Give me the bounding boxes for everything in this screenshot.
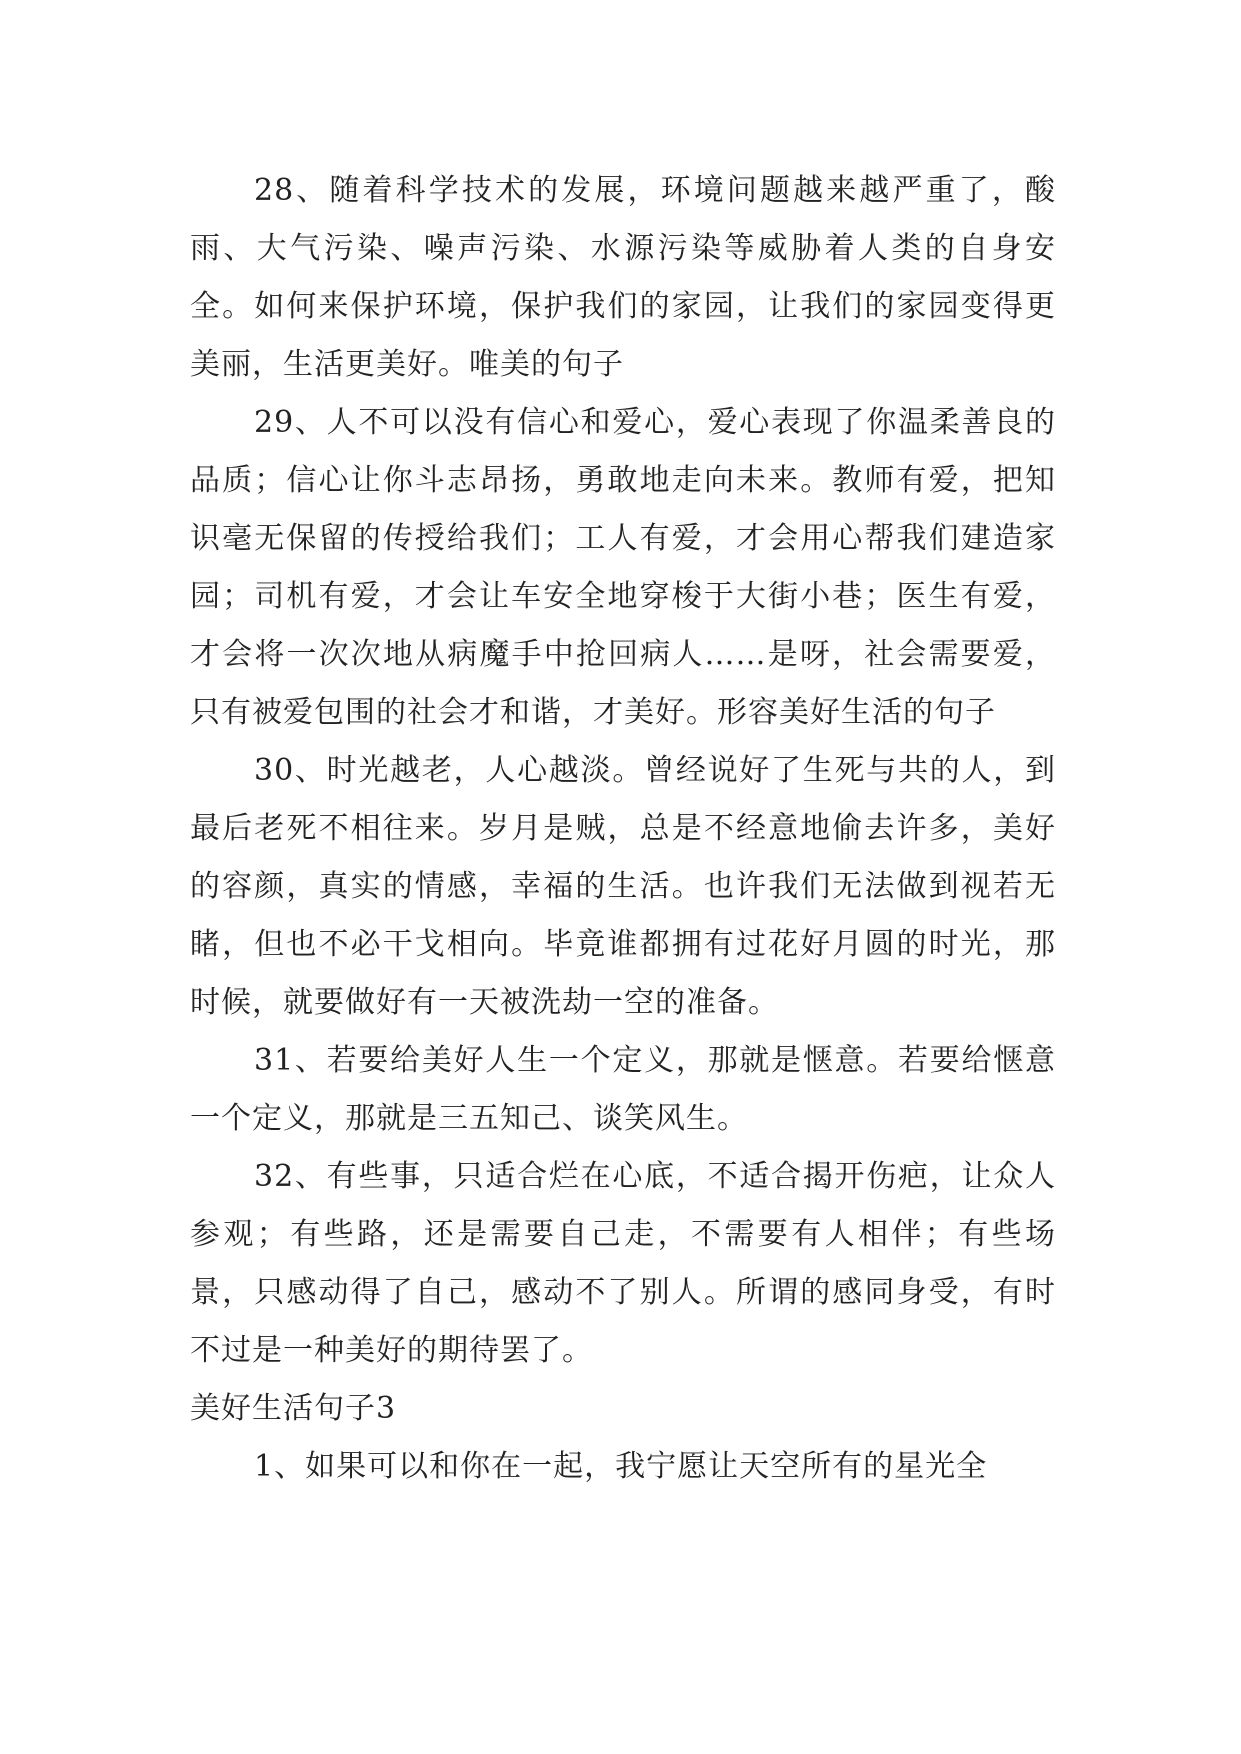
paragraph-29: 29、人不可以没有信心和爱心，爱心表现了你温柔善良的品质；信心让你斗志昂扬，勇敢地走向未来。教师有爱，把知识毫无保留的传授给我们；工人有爱，才会用心帮我们建造家园；司机有爱，才会让车安全地穿梭于大街小巷；医生有爱，才会将一次次地从病魔手中抢回病人……是呀，社会需要爱，只有被爱包围的社会才和谐，才美好。形容美好生活的句子 [190, 405, 1056, 730]
paragraph-1: 1、如果可以和你在一起，我宁愿让天空所有的星光全 [254, 1449, 988, 1484]
section-heading: 美好生活句子3 [190, 1391, 397, 1426]
paragraph-30: 30、时光越老，人心越淡。曾经说好了生死与共的人，到最后老死不相往来。岁月是贼，总是不经意地偷去许多，美好的容颜，真实的情感，幸福的生活。也许我们无法做到视若无睹，但也不必干戈相向。毕竟谁都拥有过花好月圆的时光，那时候，就要做好有一天被洗劫一空的准备。 [190, 753, 1056, 1020]
paragraph-28: 28、随着科学技术的发展，环境问题越来越严重了，酸雨、大气污染、噪声污染、水源污染等威胁着人类的自身安全。如何来保护环境，保护我们的家园，让我们的家园变得更美丽，生活更美好。唯美的句子 [190, 173, 1056, 382]
paragraph-32: 32、有些事，只适合烂在心底，不适合揭开伤疤，让众人参观；有些路，还是需要自己走，不需要有人相伴；有些场景，只感动得了自己，感动不了别人。所谓的感同身受，有时不过是一种美好的期待罢了。 [190, 1159, 1056, 1368]
paragraph-31: 31、若要给美好人生一个定义，那就是惬意。若要给惬意一个定义，那就是三五知己、谈笑风生。 [190, 1043, 1056, 1136]
document-body [190, 162, 1056, 1496]
